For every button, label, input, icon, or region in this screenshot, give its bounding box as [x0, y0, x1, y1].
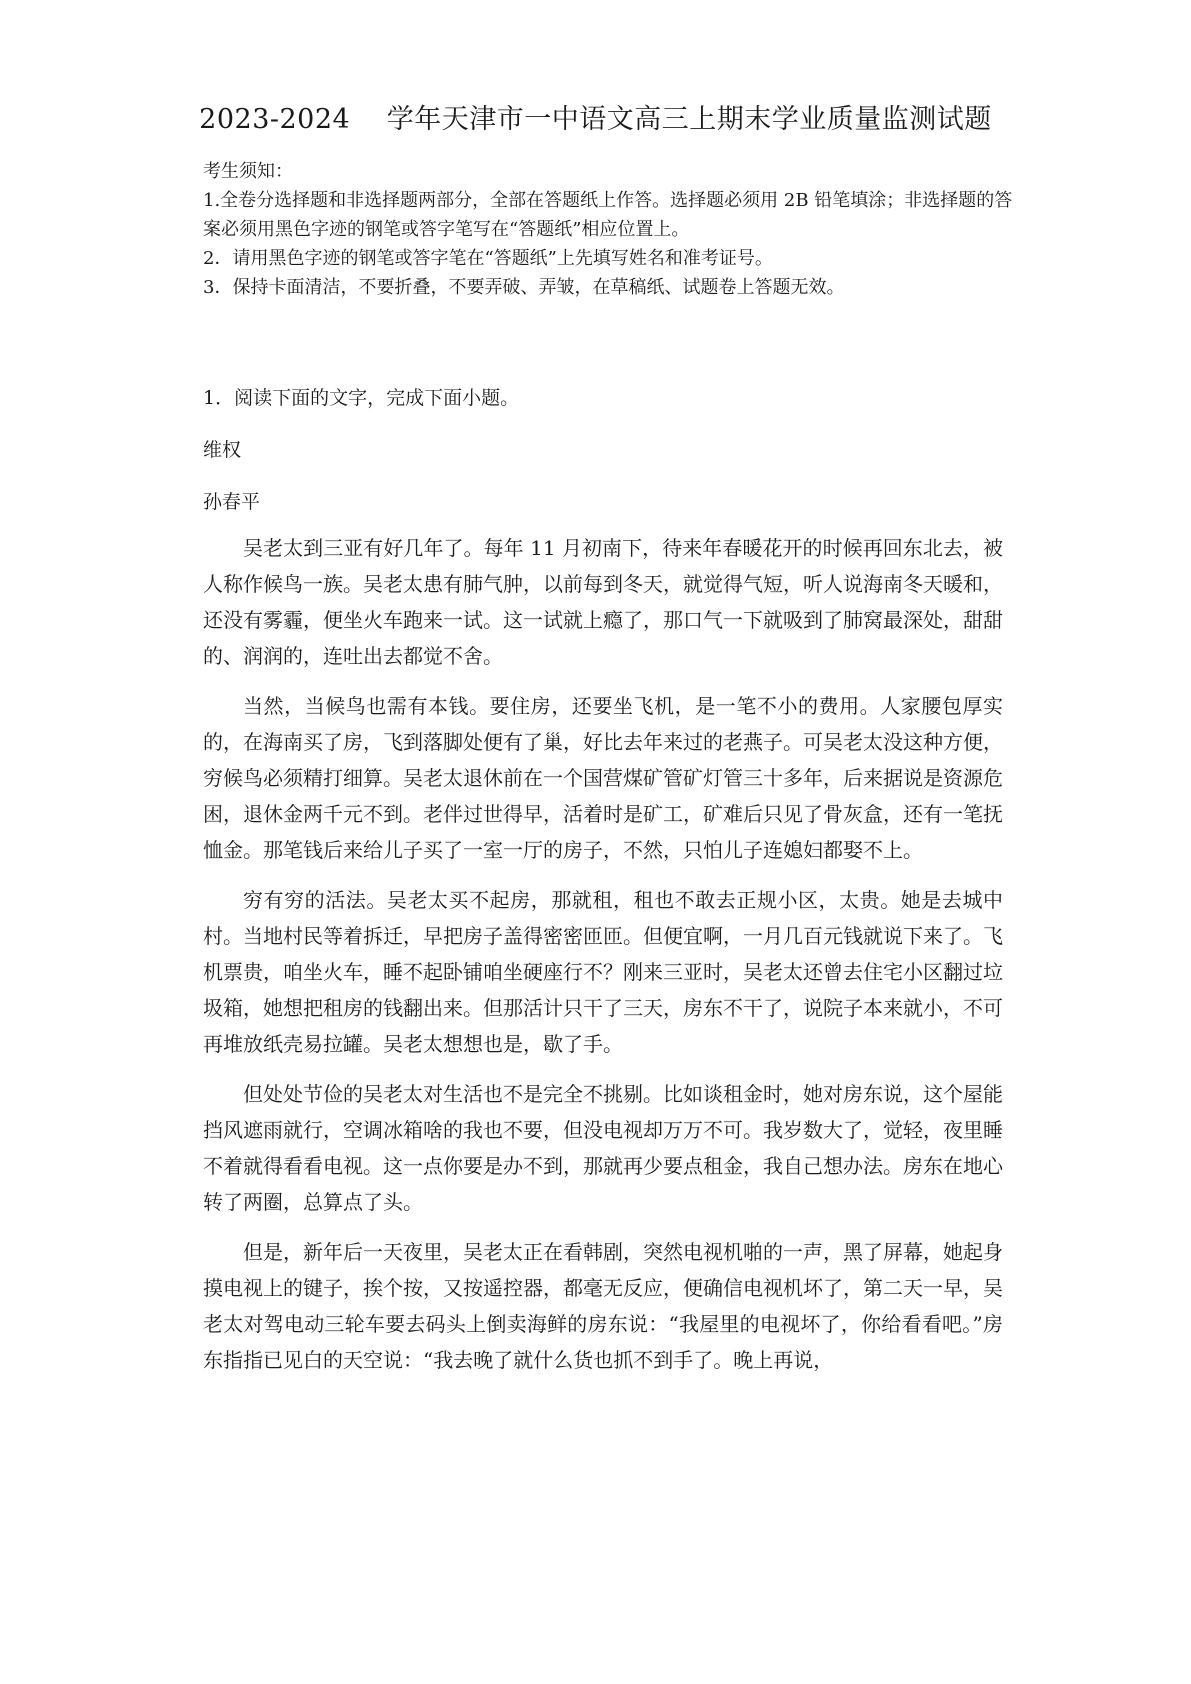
notice-item-3: 3．保持卡面清洁，不要折叠，不要弄破、弄皱，在草稿纸、试题卷上答题无效。: [203, 277, 845, 298]
question-intro: 1．阅读下面的文字，完成下面小题。: [203, 387, 520, 409]
article-author: 孙春平: [203, 491, 261, 513]
notice-heading: 考生须知：: [203, 161, 293, 182]
article-title: 维权: [203, 439, 242, 461]
article-body: [203, 530, 1003, 1392]
notice-item-2: 2．请用黑色字迹的钢笔或答字笔在“答题纸”上先填写姓名和准考证号。: [203, 248, 773, 269]
notice-item-1: 1.全卷分选择题和非选择题两部分，全部在答题纸上作答。选择题必须用 2B 铅笔填涂；非选择题的答案必须用黑色字迹的钢笔或答字笔写在“答题纸”相应位置上。: [203, 190, 1013, 240]
article-paragraph: 当然，当候鸟也需有本钱。要住房，还要坐飞机，是一笔不小的费用。人家腰包厚实的，在海南买了房，飞到落脚处便有了巢，好比去年来过的老燕子。可吴老太没这种方便，穷候鸟必须精打细算。吴老太退休前在一个国营煤矿管矿灯管三十多年，后来据说是资源危困，退休金两千元不到。老伴过世得早，活着时是矿工，矿难后只见了骨灰盒，还有一笔抚恤金。那笔钱后来给儿子买了一室一厅的房子，不然，只怕儿子连媳妇都娶不上。: [203, 694, 1003, 862]
article-paragraph: 但是，新年后一天夜里，吴老太正在看韩剧，突然电视机啪的一声，黑了屏幕，她起身摸电视上的键子，挨个按，又按遥控器，都毫无反应，便确信电视机坏了，第二天一早，吴老太对驾电动三轮车要去码头上倒卖海鲜的房东说：“我屋里的电视坏了，你给看看吧。”房东指指已见白的天空说：“我去晚了就什么货也抓不到手了。晚上再说，: [203, 1240, 1003, 1372]
article-paragraph: 穷有穷的活法。吴老太买不起房，那就租，租也不敢去正规小区，太贵。她是去城中村。当地村民等着拆迁，早把房子盖得密密匝匝。但便宜啊，一月几百元钱就说下来了。飞机票贵，咱坐火车，睡不起卧铺咱坐硬座行不？刚来三亚时，吴老太还曾去住宅小区翻过垃圾箱，她想把租房的钱翻出来。但那活计只干了三天，房东不干了，说院子本来就小，不可再堆放纸壳易拉罐。吴老太想想也是，歇了手。: [203, 888, 1003, 1056]
article-paragraph: 吴老太到三亚有好几年了。每年 11 月初南下，待来年春暖花开的时候再回东北去，被人称作候鸟一族。吴老太患有肺气肿，以前每到冬天，就觉得气短，听人说海南冬天暖和，还没有雾霾，便坐火车跑来一试。这一试就上瘾了，那口气一下就吸到了肺窝最深处，甜甜的、润润的，连吐出去都觉不舍。: [203, 536, 1003, 668]
article-paragraph: 但处处节俭的吴老太对生活也不是完全不挑剔。比如谈租金时，她对房东说，这个屋能挡风遮雨就行，空调冰箱啥的我也不要，但没电视却万万不可。我岁数大了，觉轻，夜里睡不着就得看看电视。这一点你要是办不到，那就再少要点租金，我自己想办法。房东在地心转了两圈，总算点了头。: [203, 1082, 1003, 1214]
page-title: 2023-2024 学年天津市一中语文高三上期末学业质量监测试题: [199, 104, 992, 135]
candidate-notice: [203, 157, 1023, 302]
